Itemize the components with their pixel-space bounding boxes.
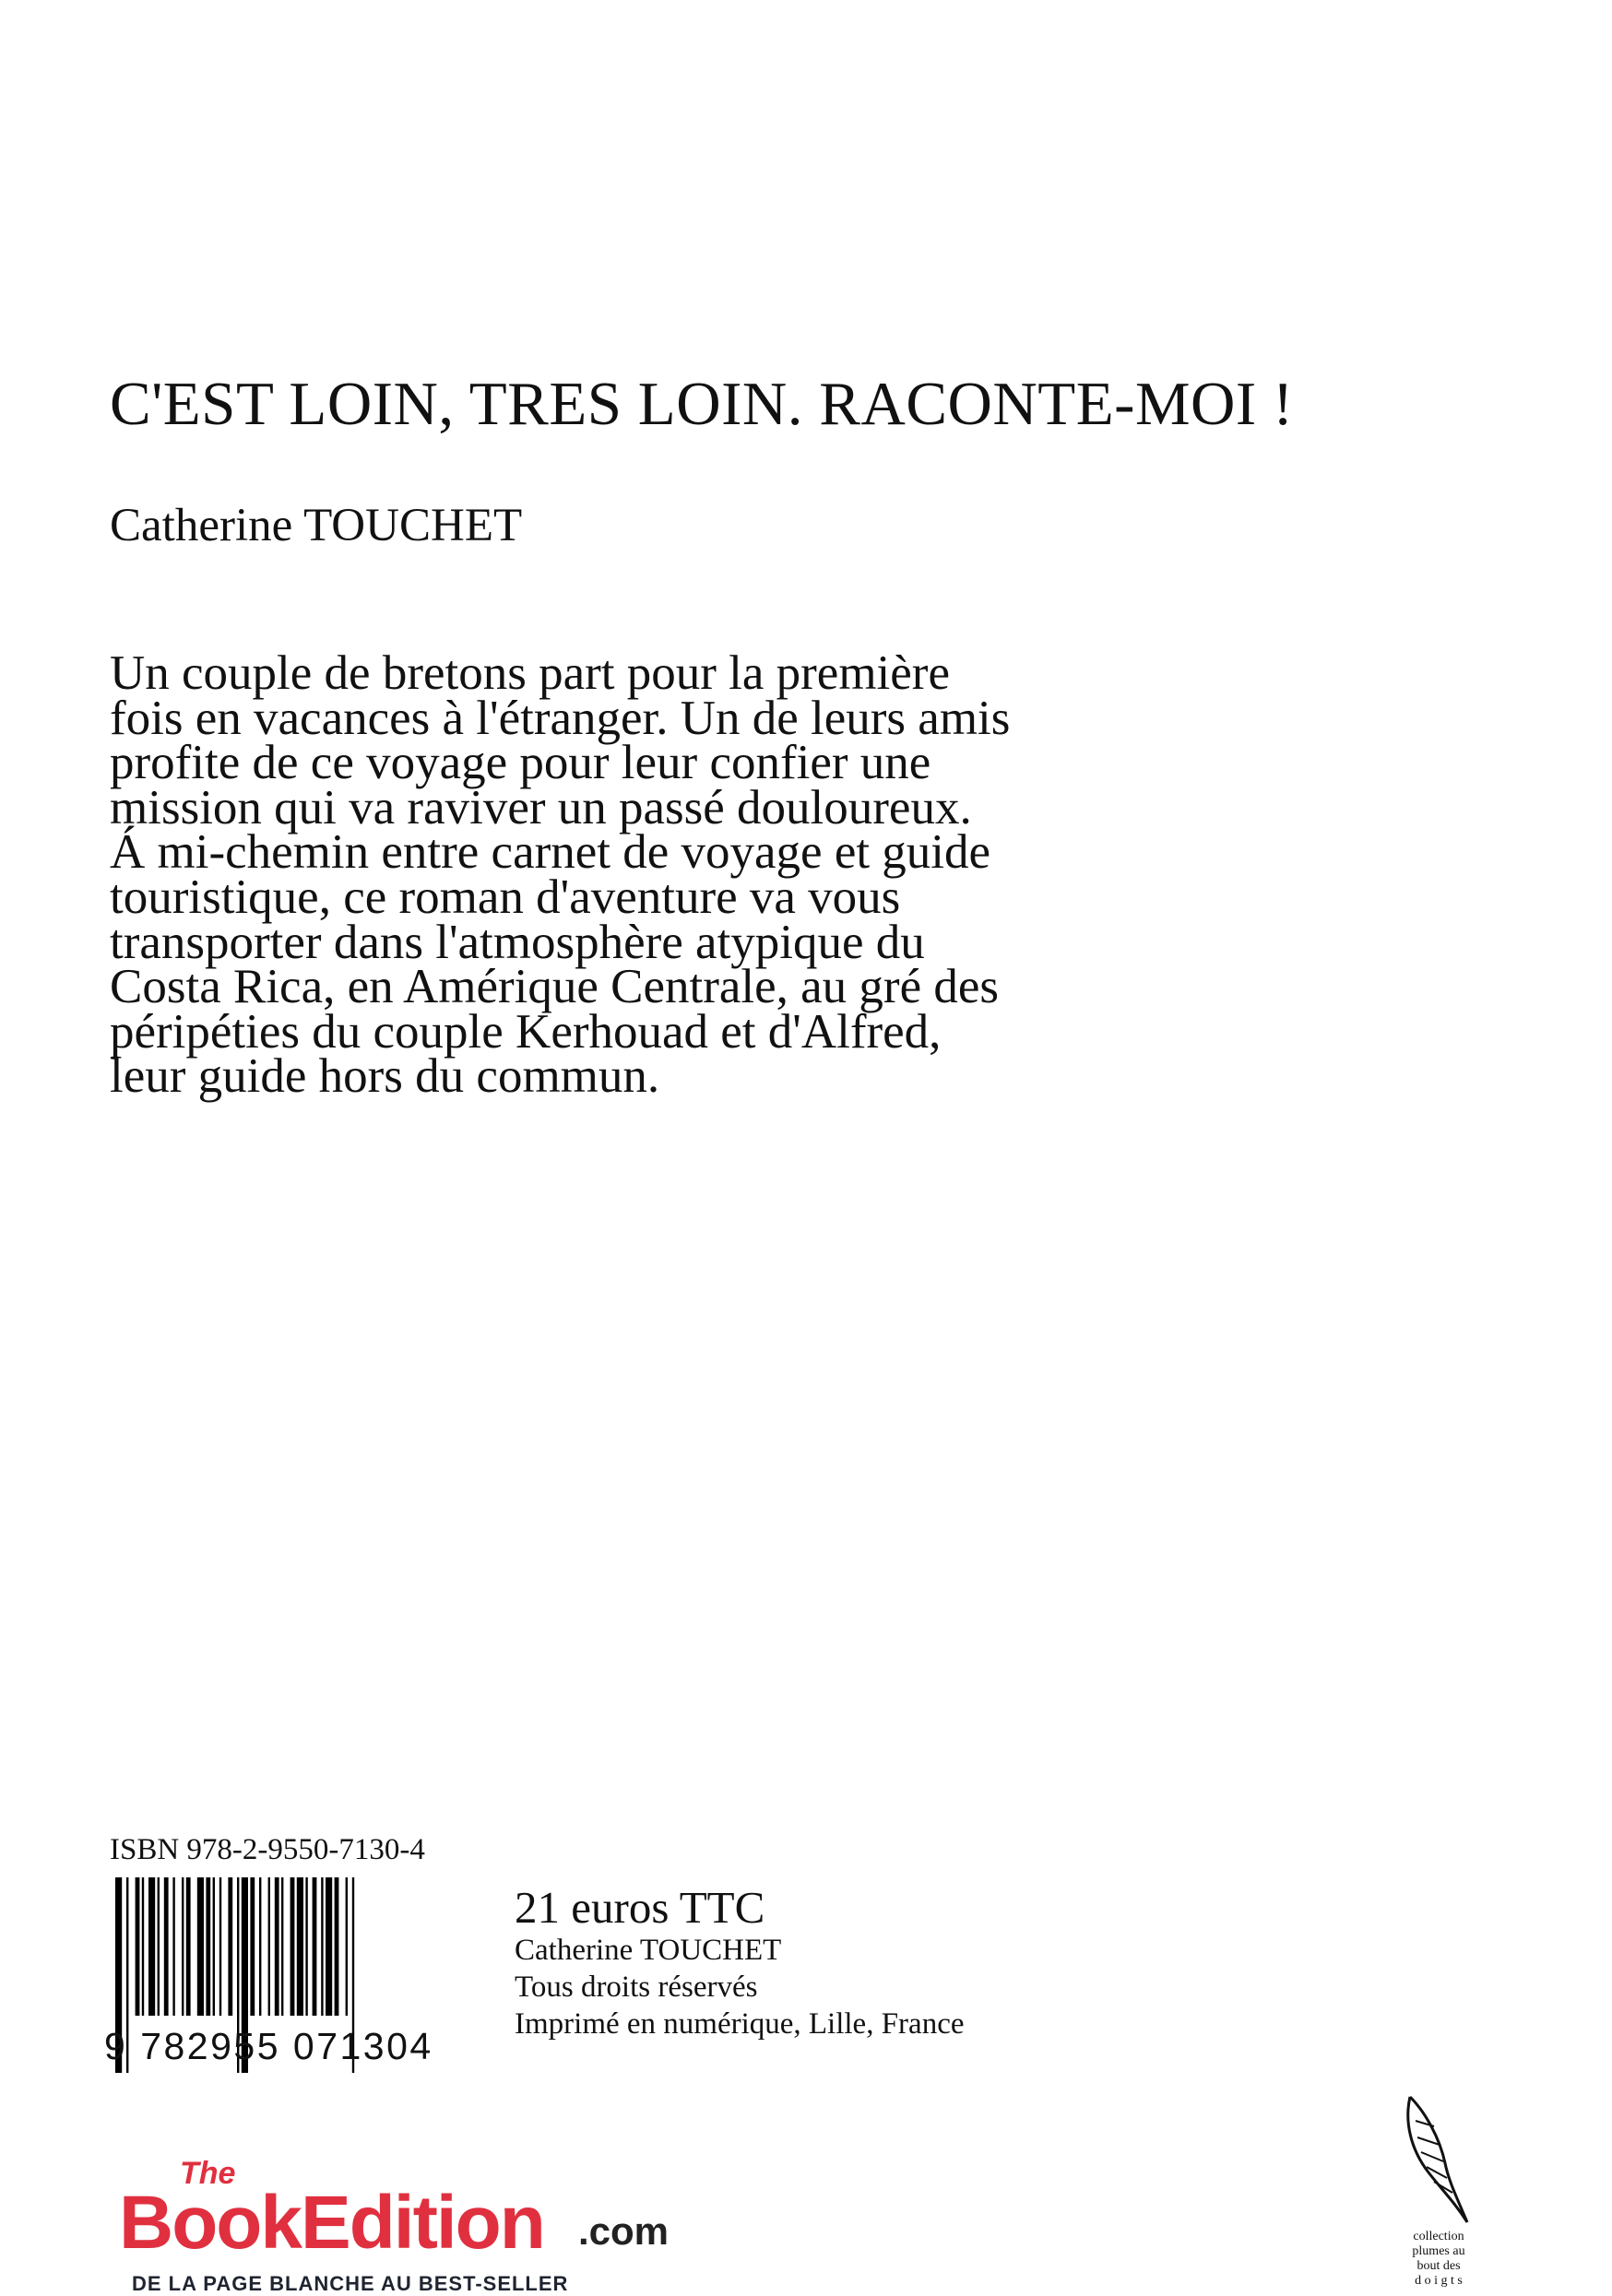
print-notice: Imprimé en numérique, Lille, France bbox=[515, 2007, 965, 2041]
blurb-line: transporter dans l'atmosphère atypique du bbox=[110, 915, 925, 969]
collection-label bbox=[1365, 2230, 1512, 2289]
barcode-bar bbox=[268, 1877, 270, 2016]
barcode-bar bbox=[136, 1877, 140, 2016]
barcode-bar bbox=[228, 1877, 232, 2016]
collection-line: plumes au bbox=[1412, 2244, 1465, 2259]
barcode-bar bbox=[158, 1877, 160, 2016]
logo-the: The bbox=[180, 2156, 236, 2191]
book-blurb bbox=[110, 646, 1262, 1104]
barcode-bar bbox=[186, 1877, 191, 2016]
barcode-bar bbox=[346, 1877, 348, 2016]
barcode-bar bbox=[142, 1877, 144, 2016]
blurb-line: mission qui va raviver un passé douloureux. bbox=[110, 780, 972, 834]
barcode-bar bbox=[321, 1877, 323, 2016]
collection-line: bout des bbox=[1416, 2259, 1461, 2274]
collection-line: collection bbox=[1413, 2230, 1464, 2243]
blurb-line: Á mi-chemin entre carnet de voyage et guide bbox=[110, 825, 991, 880]
barcode-bar bbox=[213, 1877, 215, 2016]
blurb-line: leur guide hors du commun. bbox=[110, 1049, 660, 1104]
book-author: Catherine TOUCHET bbox=[110, 500, 523, 551]
blurb-line: fois en vacances à l'étranger. Un de leurs amis bbox=[110, 691, 1011, 745]
logo-tagline: DE LA PAGE BLANCHE AU BEST-SELLER bbox=[132, 2272, 569, 2295]
barcode-bar bbox=[172, 1877, 174, 2016]
blurb-line: touristique, ce roman d'aventure va vous bbox=[110, 870, 901, 924]
barcode-digits: 9 782955 071304 bbox=[104, 2025, 433, 2067]
price: 21 euros TTC bbox=[515, 1882, 765, 1933]
barcode-bar bbox=[335, 1877, 339, 2016]
barcode-bar bbox=[305, 1877, 307, 2016]
blurb-line: profite de ce voyage pour leur confier une bbox=[110, 736, 931, 790]
publisher-logo bbox=[119, 2156, 672, 2294]
blurb-line: péripéties du couple Kerhouad et d'Alfred, bbox=[110, 1004, 942, 1059]
barcode-bar bbox=[281, 1877, 283, 2016]
copyright-author: Catherine TOUCHET bbox=[515, 1934, 782, 1967]
barcode-bar bbox=[219, 1877, 221, 2016]
blurb-line: Un couple de bretons part pour la première bbox=[110, 646, 950, 700]
barcode-bar bbox=[290, 1877, 295, 2016]
barcode-bar bbox=[250, 1877, 255, 2016]
barcode-bar bbox=[326, 1877, 332, 2016]
book-title: C'EST LOIN, TRES LOIN. RACONTE-MOI ! bbox=[110, 370, 1294, 438]
blurb-line: Costa Rica, en Amérique Centrale, au gré des bbox=[110, 960, 999, 1014]
barcode-bar bbox=[197, 1877, 204, 2016]
barcode-bar bbox=[182, 1877, 184, 2016]
barcode-bar bbox=[206, 1877, 210, 2016]
barcode-bar bbox=[148, 1877, 155, 2016]
barcode-bar bbox=[297, 1877, 303, 2016]
barcode-bar bbox=[275, 1877, 279, 2016]
isbn-label: ISBN 978-2-9550-7130-4 bbox=[110, 1833, 425, 1866]
rights-notice: Tous droits réservés bbox=[515, 1971, 758, 2004]
logo-name: BookEdition bbox=[119, 2181, 544, 2265]
barcode-bar bbox=[164, 1877, 169, 2016]
barcode-bar bbox=[313, 1877, 317, 2016]
feather-icon bbox=[1397, 2093, 1480, 2231]
collection-line: d o i g t s bbox=[1415, 2274, 1463, 2289]
logo-domain: .com bbox=[578, 2209, 670, 2253]
barcode-bar bbox=[259, 1877, 261, 2016]
